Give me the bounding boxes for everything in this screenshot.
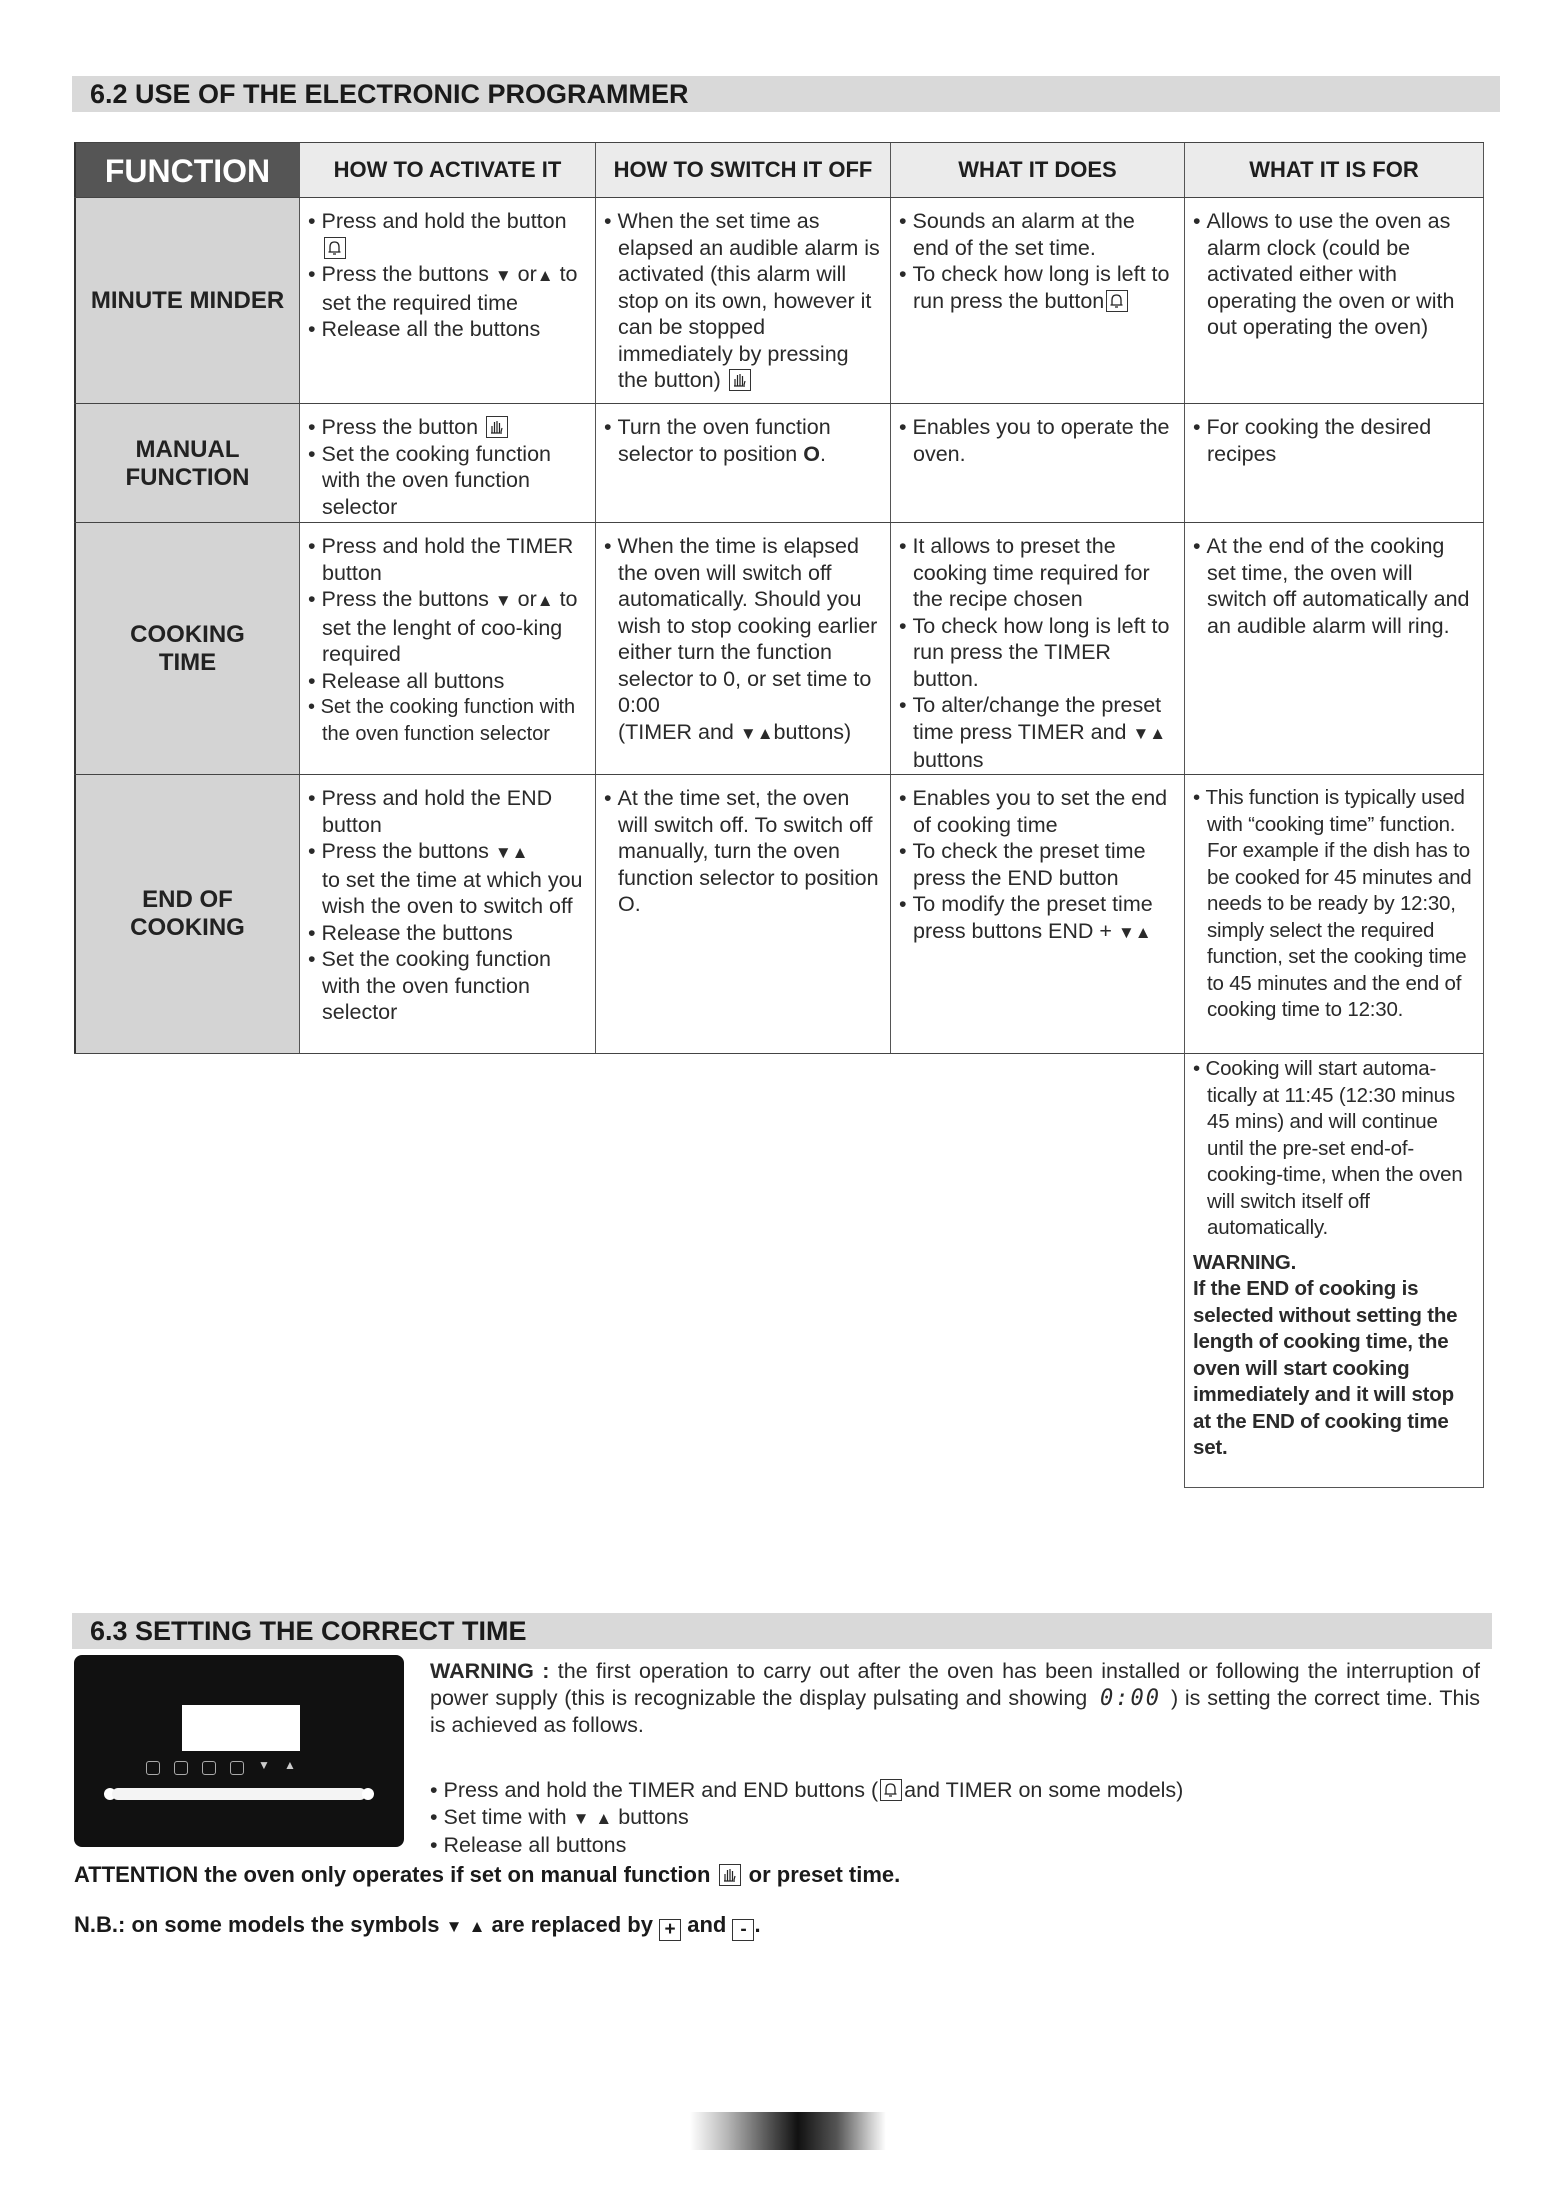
nb-text-c: and xyxy=(687,1912,727,1937)
nb-text-a: N.B.: on some models the symbols xyxy=(74,1912,440,1937)
ct-activate-2: Press the buttons xyxy=(321,587,489,611)
step-2b: buttons xyxy=(618,1805,689,1829)
header-switch-off: HOW TO SWITCH IT OFF xyxy=(595,143,890,198)
ec-warning-body: If the END of cooking is selected without setting the length of cooking time, the oven will start cooking immediately and it will stop at the END of cooking time set. xyxy=(1193,1277,1458,1459)
ct-switch-off-tail-a: (TIMER and xyxy=(618,719,734,744)
up-triangle-icon: ▲ xyxy=(595,1809,613,1828)
down-up-triangle-icon: ▼▲ xyxy=(494,843,529,862)
bell-icon xyxy=(146,1761,160,1775)
mf-switch-off-pos: O xyxy=(803,441,820,466)
section-title-6-2: 6.2 USE OF THE ELECTRONIC PROGRAMMER xyxy=(72,76,1500,112)
table-row-end-of-cooking xyxy=(74,774,1484,1054)
minute-minder-switch-off xyxy=(595,198,890,404)
header-what-it-is-for: WHAT IT IS FOR xyxy=(1184,143,1484,198)
ct-for: • At the end of the cooking set time, the oven will switch off automatically and an audible alarm will ring. xyxy=(1193,533,1475,639)
bell-icon xyxy=(324,237,346,259)
end-icon xyxy=(202,1761,216,1775)
manual-function-for xyxy=(1184,404,1484,523)
header-activate: HOW TO ACTIVATE IT xyxy=(299,143,595,198)
ct-activate-or: or xyxy=(517,587,537,611)
end-of-cooking-activate xyxy=(299,775,595,1053)
ct-does-1: • It allows to preset the cooking time required for the recipe chosen xyxy=(899,533,1176,613)
cooking-time-for xyxy=(1184,523,1484,775)
ct-switch-off: • When the time is elapsed the oven will switch off automatically. Should you wish to stop cooking earlier either turn the function selector to 0, or set time to 0:00 xyxy=(604,533,882,719)
function-cooking-time xyxy=(74,523,299,775)
ct-name-1: COOKING xyxy=(130,621,245,648)
ec-activate-4: • Release the buttons xyxy=(308,920,587,947)
mm-activate-4: • Release all the buttons xyxy=(308,316,587,343)
warning-text-end: ) is setting the correct time. This is achieved as follows. xyxy=(430,1686,1480,1737)
manual-hand-icon xyxy=(729,369,751,391)
header-function: FUNCTION xyxy=(74,143,299,198)
cooking-time-switch-off xyxy=(595,523,890,775)
section-title-6-3: 6.3 SETTING THE CORRECT TIME xyxy=(72,1613,1492,1649)
function-table xyxy=(74,142,1484,1052)
manual-hand-icon xyxy=(230,1761,244,1775)
minute-minder-for xyxy=(1184,198,1484,404)
setting-time-steps xyxy=(430,1777,1480,1859)
ec-warning-title: WARNING. xyxy=(1193,1250,1297,1274)
display-value: 0:00 xyxy=(1100,1686,1161,1711)
mf-for: • For cooking the desired recipes xyxy=(1193,414,1475,467)
mf-activate-2: • Set the cooking function with the oven function selector xyxy=(308,441,587,521)
ct-does-4: buttons xyxy=(913,748,984,772)
ec-does-1: • Enables you to set the end of cooking time xyxy=(899,785,1176,838)
ec-for-1: • This function is typically used with “cooking time” function. For example if the dish has to be cooked for 45 minutes and needs to be ready by 12:30, simply select the required function, set the cooking time to 45 minutes and the end of cooking time to 12:30. xyxy=(1193,785,1475,1024)
attention-text-b: or preset time. xyxy=(748,1862,901,1887)
mf-switch-off: Turn the oven function selector to position xyxy=(617,415,831,466)
minus-box-icon: - xyxy=(732,1919,754,1941)
table-row-manual-function xyxy=(74,403,1484,523)
down-triangle-icon: ▼ xyxy=(445,1917,463,1936)
step-3: • Release all buttons xyxy=(430,1832,1480,1859)
ct-activate-3: to set the lenght of coo-king required xyxy=(322,587,578,666)
ct-switch-off-tail-b: buttons) xyxy=(773,719,852,744)
down-triangle-icon: ▼ xyxy=(258,1758,270,1772)
oven-control-panel-illustration xyxy=(74,1655,404,1847)
cooking-time-does xyxy=(890,523,1184,775)
end-of-cooking-for-continued xyxy=(1184,1052,1484,1488)
mf-does: • Enables you to operate the oven. xyxy=(899,414,1176,467)
step-1a: Press and hold the TIMER and END buttons ( xyxy=(443,1778,879,1802)
mm-activate-3: to set the required time xyxy=(322,262,578,315)
ec-activate-2: Press the buttons xyxy=(321,839,489,863)
function-minute-minder: MINUTE MINDER xyxy=(74,198,299,404)
function-manual-function xyxy=(74,404,299,523)
ec-for-2: • Cooking will start automa-tically at 11:45 (12:30 minus 45 mins) and will continue until the pre-set end-of-cooking-time, when the oven will switch itself off automatically. xyxy=(1193,1056,1477,1242)
mm-for-text: • Allows to use the oven as alarm clock (could be activated either with operating the oven or with out operating the oven) xyxy=(1193,208,1475,341)
header-what-it-does: WHAT IT DOES xyxy=(890,143,1184,198)
ct-activate-4: • Release all buttons xyxy=(308,668,595,695)
display-screen xyxy=(182,1705,300,1751)
mf-activate-1: Press the button xyxy=(321,415,479,439)
manual-function-activate xyxy=(299,404,595,523)
manual-function-does xyxy=(890,404,1184,523)
setting-time-warning xyxy=(430,1658,1480,1739)
minute-minder-activate xyxy=(299,198,595,404)
ec-activate-3: to set the time at which you wish the oven to switch off xyxy=(322,867,583,918)
mf-switch-off-suffix: . xyxy=(819,441,826,466)
ct-does-2: • To check how long is left to run press the TIMER button. xyxy=(899,613,1176,693)
down-triangle-icon: ▼ xyxy=(494,591,512,610)
mm-switch-off-text: When the set time as elapsed an audible alarm is activated (this alarm will stop on its own, however it can be stopped immediately by pressing the button) xyxy=(617,209,880,392)
mm-activate-1: Press and hold the button xyxy=(321,209,567,233)
up-triangle-icon: ▲ xyxy=(536,591,554,610)
warning-label: WARNING : xyxy=(430,1659,550,1683)
function-end-of-cooking xyxy=(74,775,299,1053)
ec-name-2: COOKING xyxy=(130,914,245,941)
down-triangle-icon: ▼ xyxy=(494,266,512,285)
bell-icon xyxy=(880,1779,902,1801)
manual-hand-icon xyxy=(486,416,508,438)
panel-slider-bar xyxy=(112,1788,366,1800)
plus-box-icon: + xyxy=(659,1919,681,1941)
up-triangle-icon: ▲ xyxy=(536,266,554,285)
ec-name-1: END OF xyxy=(142,886,233,913)
mm-activate-or: or xyxy=(517,262,537,286)
mf-name-1: MANUAL xyxy=(135,435,240,463)
nb-text-b: are replaced by xyxy=(491,1912,653,1937)
attention-note xyxy=(74,1862,900,1888)
end-of-cooking-for xyxy=(1184,775,1484,1053)
end-of-cooking-switch-off xyxy=(595,775,890,1053)
nb-note xyxy=(74,1912,761,1941)
cooking-time-activate xyxy=(299,523,595,775)
ec-does-3: To modify the preset time press buttons END + xyxy=(912,892,1153,943)
step-2a: Set time with xyxy=(443,1805,567,1829)
minute-minder-does xyxy=(890,198,1184,404)
mm-activate-2: Press the buttons xyxy=(321,262,489,286)
end-of-cooking-does xyxy=(890,775,1184,1053)
up-triangle-icon: ▲ xyxy=(468,1917,486,1936)
ec-switch-off: • At the time set, the oven will switch off. To switch off manually, turn the oven function selector to position O. xyxy=(604,785,882,918)
down-triangle-icon: ▼ xyxy=(572,1809,590,1828)
up-triangle-icon: ▲ xyxy=(284,1758,296,1772)
ec-activate-1: • Press and hold the END button xyxy=(308,785,587,838)
ec-does-2: • To check the preset time press the END button xyxy=(899,838,1176,891)
page-number-tab xyxy=(690,2112,886,2150)
down-up-triangle-icon: ▼▲ xyxy=(1117,922,1152,942)
ct-activate-5: • Set the cooking function with the oven function selector xyxy=(308,694,595,747)
attention-text-a: ATTENTION the oven only operates if set on manual function xyxy=(74,1862,711,1887)
manual-hand-icon xyxy=(719,1864,741,1886)
down-up-triangle-icon: ▼▲ xyxy=(739,723,774,743)
ct-name-2: TIME xyxy=(158,649,217,676)
panel-dot-right xyxy=(362,1788,374,1800)
bell-icon xyxy=(1106,290,1128,312)
step-1b: and TIMER on some models) xyxy=(904,1778,1184,1802)
table-row-minute-minder xyxy=(74,197,1484,404)
warning-text: the first operation to carry out after the oven has been installed or following the interruption of power supply (this is recognizable the display pulsating and showing xyxy=(430,1659,1480,1710)
ec-activate-5: • Set the cooking function with the oven function selector xyxy=(308,946,587,1026)
table-row-cooking-time xyxy=(74,522,1484,775)
mm-does-1: • Sounds an alarm at the end of the set time. xyxy=(899,208,1176,261)
setting-time-text xyxy=(430,1658,1480,1859)
ct-activate-1: • Press and hold the TIMER button xyxy=(308,533,595,586)
nb-text-end: . xyxy=(754,1912,761,1937)
ct-does-3: To alter/change the preset time press TIMER and xyxy=(912,693,1162,744)
manual-function-switch-off xyxy=(595,404,890,523)
down-up-triangle-icon: ▼▲ xyxy=(1132,723,1167,743)
mf-name-2: FUNCTION xyxy=(125,463,250,491)
table-header-row xyxy=(74,142,1484,198)
timer-icon xyxy=(174,1761,188,1775)
mm-does-2: To check how long is left to run press the button xyxy=(912,262,1170,313)
